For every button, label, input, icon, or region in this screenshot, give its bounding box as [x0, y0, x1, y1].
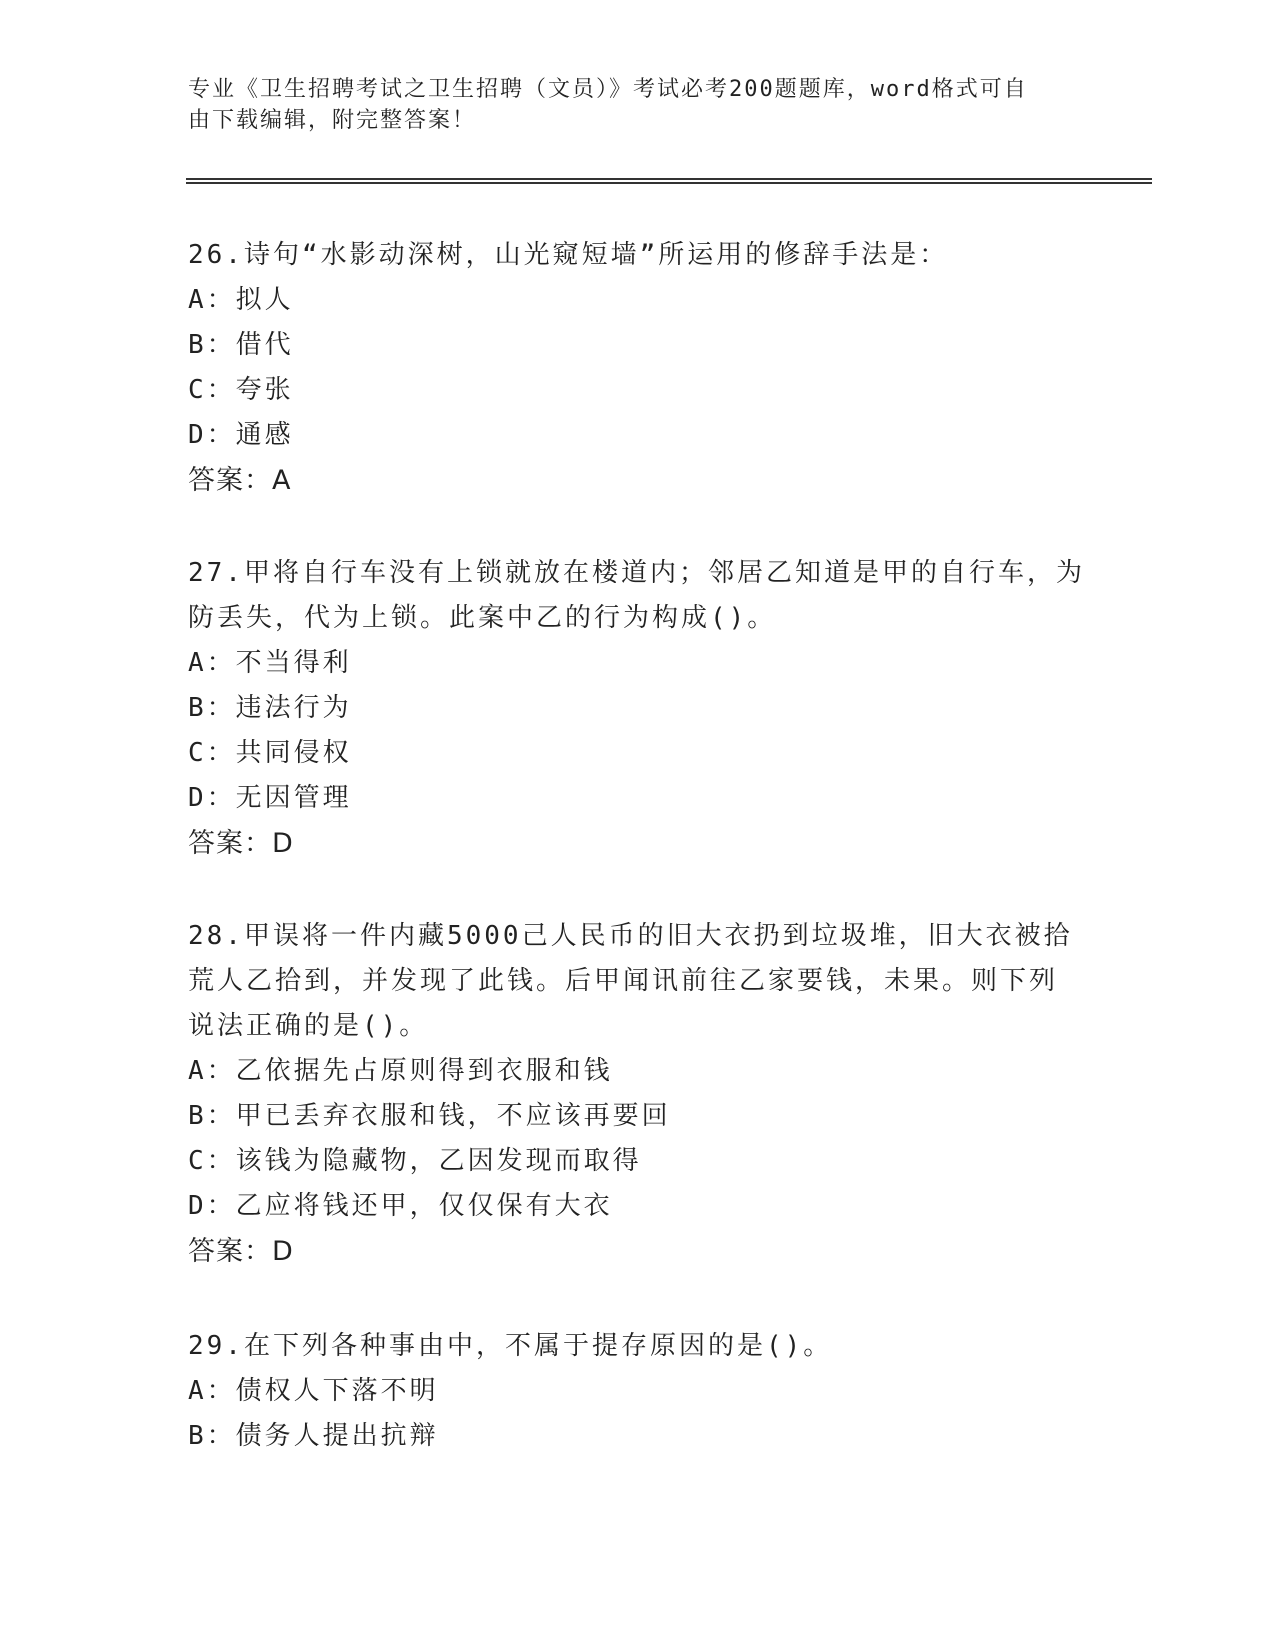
option-d: D：通感: [188, 420, 294, 450]
document-header: [188, 74, 1068, 136]
question-29: [188, 1324, 1088, 1459]
header-line-2: 由下载编辑，附完整答案！: [188, 108, 477, 133]
question-text: 荒人乙拾到，并发现了此钱。后甲闻讯前往乙家要钱，未果。则下列: [188, 966, 1059, 996]
question-text: 27.甲将自行车没有上锁就放在楼道内；邻居乙知道是甲的自行车，为: [188, 558, 1085, 588]
option-b: B：借代: [188, 330, 294, 360]
option-b: B：债务人提出抗辩: [188, 1421, 439, 1451]
option-c: C：共同侵权: [188, 738, 352, 768]
option-d: D：乙应将钱还甲，仅仅保有大衣: [188, 1191, 613, 1221]
header-divider-bottom: [186, 182, 1152, 184]
question-text: 防丢失，代为上锁。此案中乙的行为构成()。: [188, 603, 777, 633]
header-line-1: 专业《卫生招聘考试之卫生招聘（文员）》考试必考200题题库，word格式可自: [188, 77, 1028, 102]
question-text: 说法正确的是()。: [188, 1011, 429, 1041]
option-c: C：该钱为隐藏物，乙因发现而取得: [188, 1146, 642, 1176]
question-28: [188, 914, 1088, 1274]
question-text: 26.诗句“水影动深树，山光窥短墙”所运用的修辞手法是：: [188, 240, 949, 270]
header-divider-top: [186, 178, 1152, 180]
option-a: A：拟人: [188, 285, 294, 315]
option-a: A：不当得利: [188, 648, 352, 678]
option-b: B：甲已丢弃衣服和钱，不应该再要回: [188, 1101, 671, 1131]
option-a: A：乙依据先占原则得到衣服和钱: [188, 1056, 613, 1086]
answer: 答案：D: [188, 1236, 294, 1267]
option-d: D：无因管理: [188, 783, 352, 813]
question-text: 29.在下列各种事由中，不属于提存原因的是()。: [188, 1331, 833, 1361]
question-27: [188, 551, 1088, 866]
answer: 答案：A: [188, 465, 292, 496]
answer: 答案：D: [188, 828, 294, 859]
option-b: B：违法行为: [188, 693, 352, 723]
option-a: A：债权人下落不明: [188, 1376, 439, 1406]
question-26: [188, 233, 1088, 503]
question-text: 28.甲误将一件内藏5000己人民币的旧大衣扔到垃圾堆，旧大衣被拾: [188, 921, 1073, 951]
option-c: C：夸张: [188, 375, 294, 405]
